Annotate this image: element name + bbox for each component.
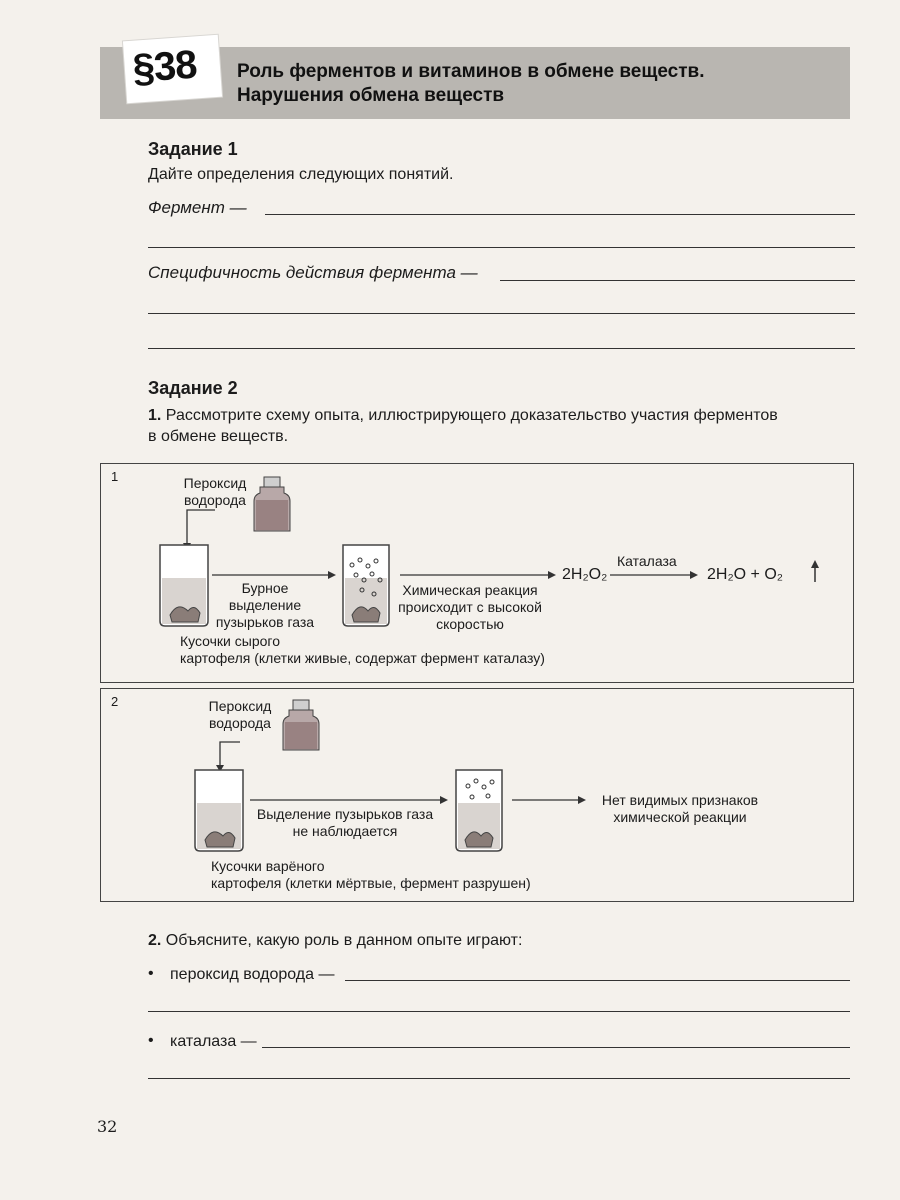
bullet: • (148, 965, 154, 982)
task1-heading: Задание 1 (148, 139, 238, 159)
page-number: 32 (97, 1117, 118, 1136)
item-catalase: каталаза — (170, 1033, 257, 1050)
beaker-icon (160, 545, 208, 626)
answer-line[interactable] (262, 1047, 850, 1048)
caption-boiled-potato: Кусочки варёного картофеля (клетки мёртвые, фермент разрушен) (211, 858, 531, 891)
observation-label: Выделение пузырьков газа не наблюдается (256, 806, 434, 839)
term-specificity: Специфичность действия фермента — (148, 263, 478, 282)
reagent-label: Пероксид водорода (183, 475, 247, 508)
answer-line[interactable] (148, 1078, 850, 1079)
title-line-2: Нарушения обмена веществ (237, 85, 505, 106)
reagent-label: Пероксид водорода (208, 698, 272, 731)
section-number: §38 (131, 42, 198, 91)
question-text: Рассмотрите схему опыта, иллюстрирующего доказательство участия ферментов (165, 407, 778, 424)
item-peroxide: пероксид водорода — (170, 966, 335, 983)
question-number: 1. (148, 407, 162, 424)
task1-instruction: Дайте определения следующих понятий. (148, 166, 454, 183)
question-text: в обмене веществ. (148, 428, 289, 445)
title-line-1: Роль ферментов и витаминов в обмене веществ. (237, 61, 705, 82)
bottle-icon (254, 477, 290, 531)
beaker-icon (343, 545, 389, 626)
task2-heading: Задание 2 (148, 378, 238, 398)
answer-line[interactable] (148, 1011, 850, 1012)
observation-label: Бурное выделение пузырьков газа (215, 580, 315, 630)
arrow-icon (187, 510, 215, 546)
reaction-reactant: 2H₂O₂ (562, 566, 608, 583)
question-number: 2. (148, 932, 162, 949)
experiment-2-number: 2 (111, 694, 119, 709)
task2-question2 (148, 930, 522, 951)
result-label: Химическая реакция происходит с высокой скоростью (398, 582, 542, 632)
bullet: • (148, 1032, 154, 1049)
answer-line[interactable] (345, 980, 850, 981)
question-text: Объясните, какую роль в данном опыте играют: (165, 932, 523, 949)
catalyst-label: Каталаза (617, 553, 677, 569)
reaction-products: 2H₂O + O₂ (707, 566, 783, 583)
experiment-1-number: 1 (111, 469, 119, 484)
result-label: Нет видимых признаков химической реакции (601, 792, 759, 825)
caption-raw-potato: Кусочки сырого картофеля (клетки живые, содержат фермент каталазу) (180, 633, 545, 666)
term-ferment: Фермент — (148, 198, 247, 217)
